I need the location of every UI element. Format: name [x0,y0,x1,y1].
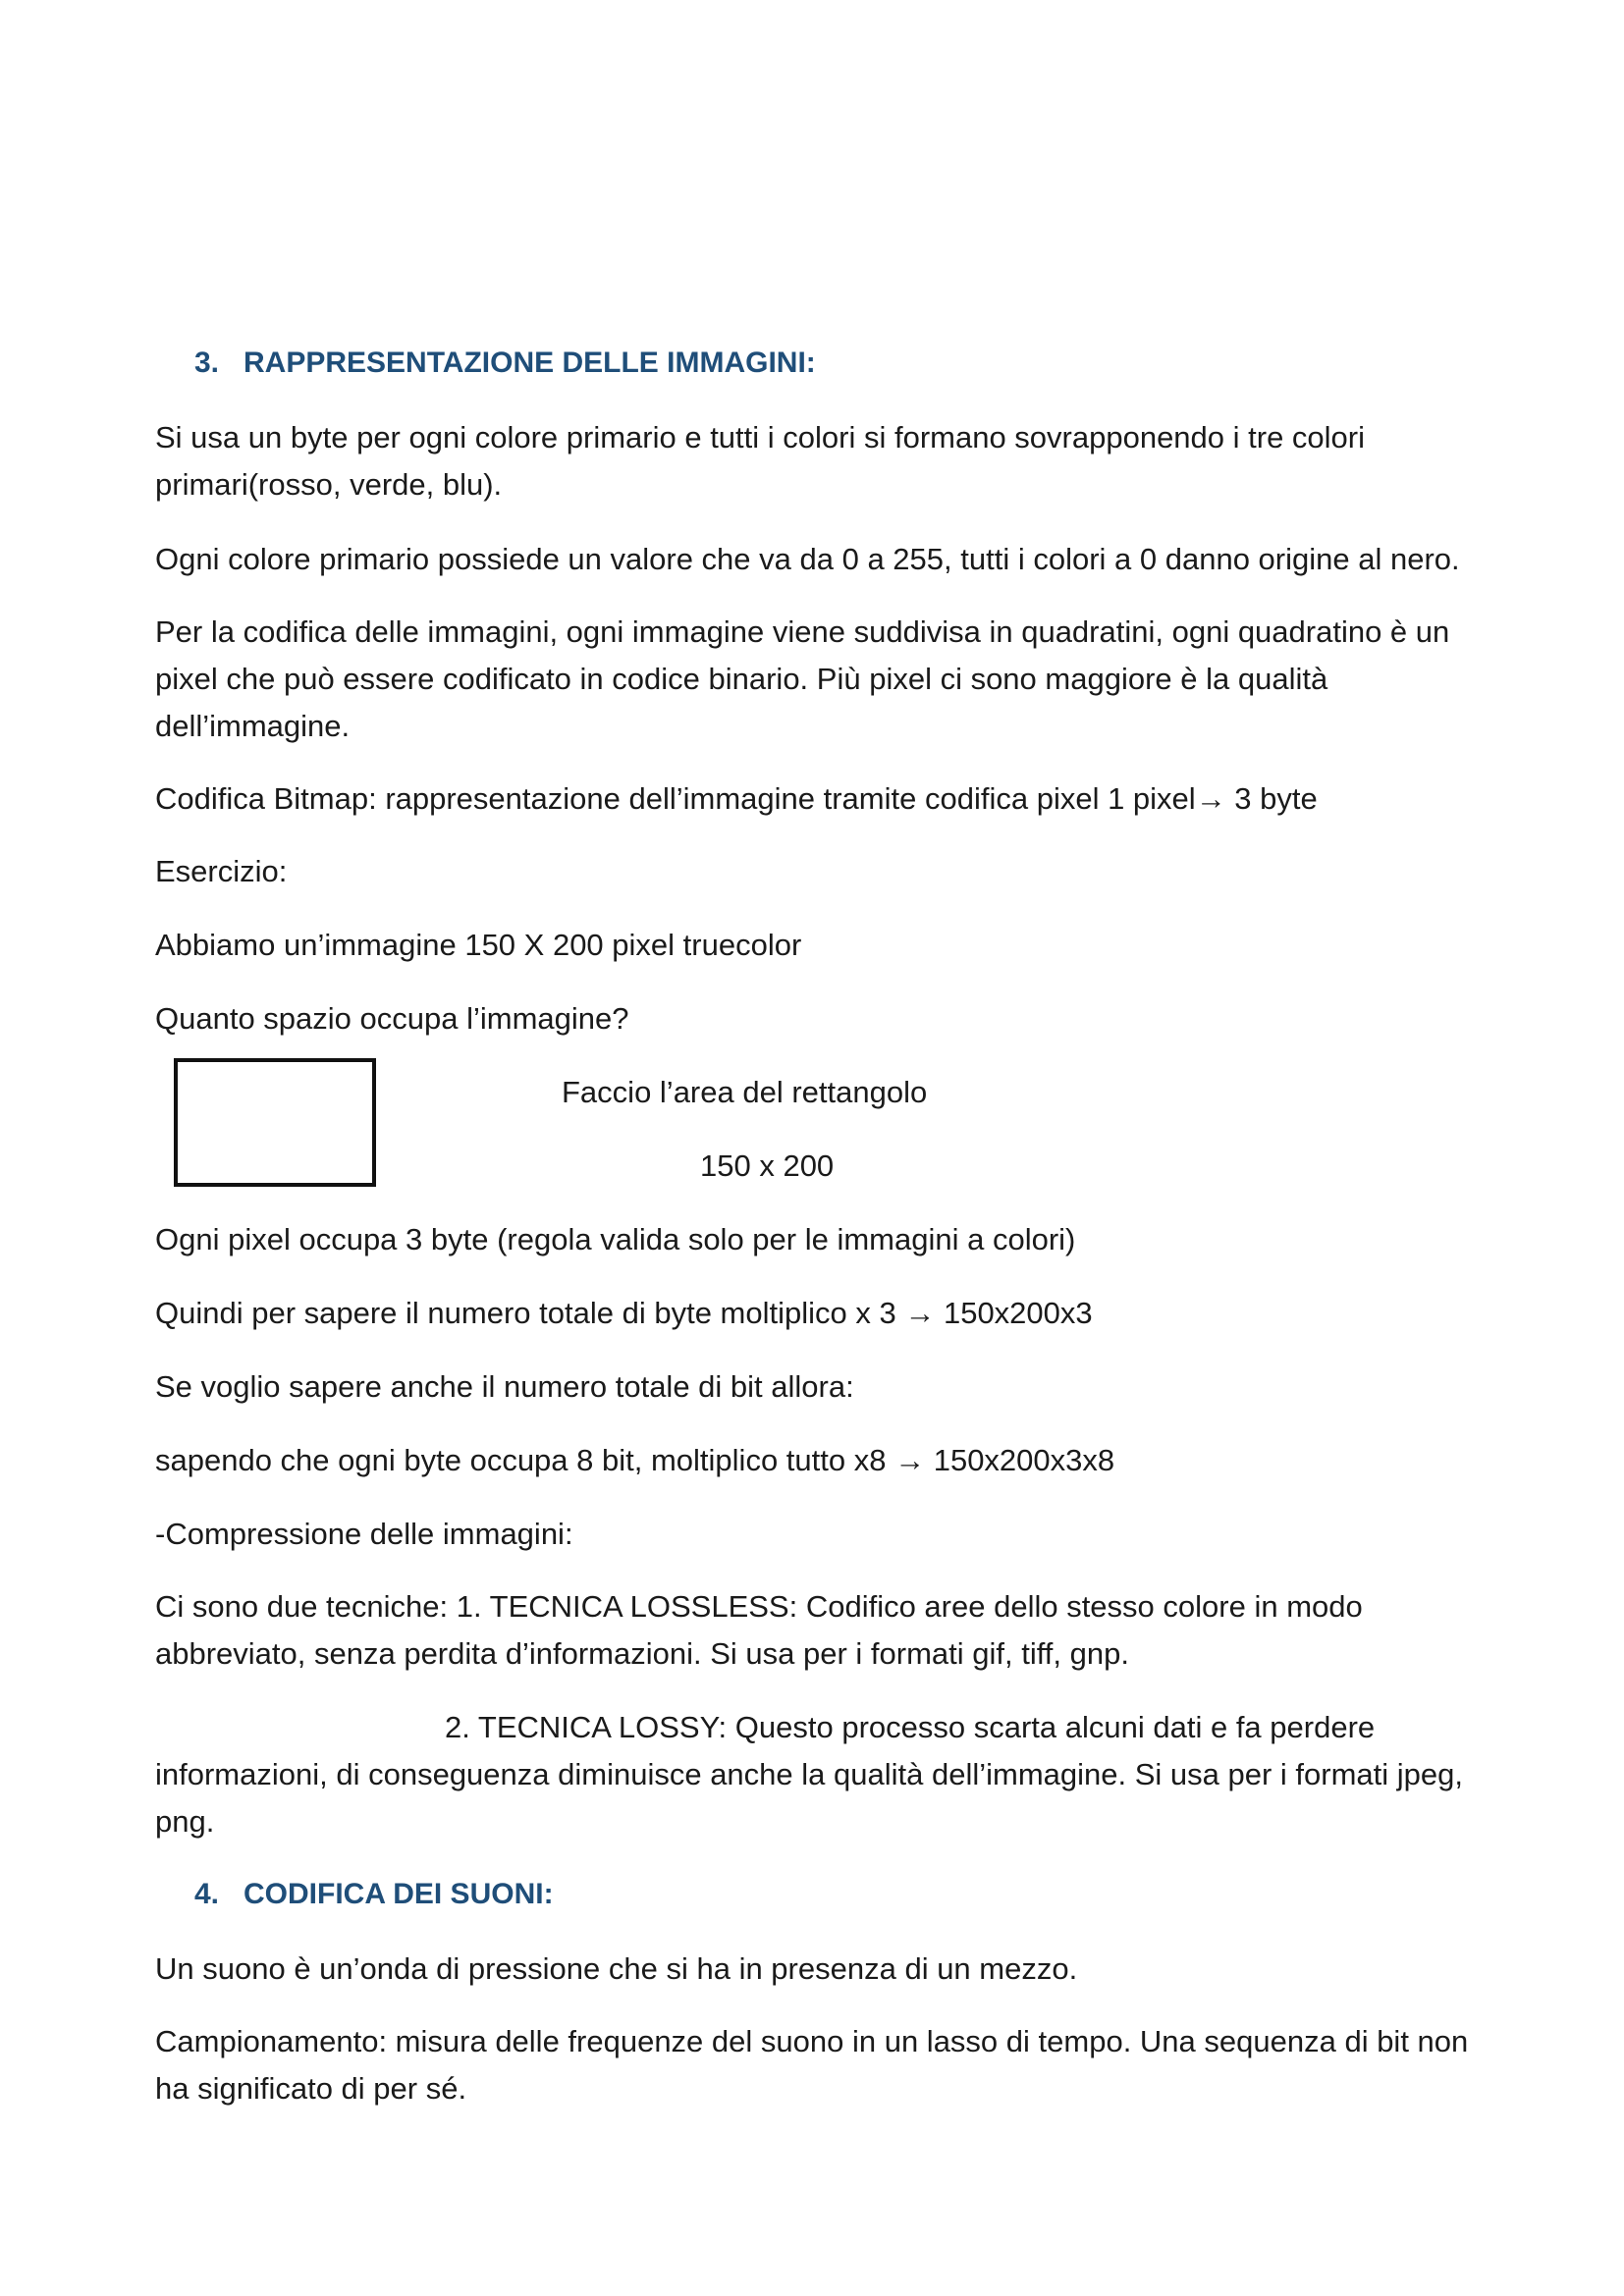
section-4-heading [194,1875,554,1914]
paragraph-color-values: Ogni colore primario possiede un valore che va da 0 a 255, tutti i colori a 0 danno origine al nero. [155,542,1460,576]
total-bytes-text: Quindi per sapere il numero totale di byte moltiplico x 3 [155,1296,905,1330]
total-bits-text: sapendo che ogni byte occupa 8 bit, moltiplico tutto x8 [155,1443,895,1477]
total-bytes-result: 150x200x3 [935,1296,1093,1330]
area-label: Faccio l’area del rettangolo [562,1075,928,1109]
area-value: 150 x 200 [700,1148,835,1183]
paragraph-image-encoding: Per la codifica delle immagini, ogni immagine viene suddivisa in quadratini, ogni quadratino è un pixel che può essere codificato in codice binario. Più pixel ci sono maggiore è la qualità dell’immagine. [155,614,1450,743]
paragraph-compression-heading: -Compressione delle immagini: [155,1517,573,1551]
paragraph-pixel-bytes: Ogni pixel occupa 3 byte (regola valida solo per le immagini a colori) [155,1222,1076,1256]
bitmap-result: 3 byte [1225,781,1318,816]
rectangle-figure [174,1058,376,1187]
paragraph-total-bytes [155,1290,1471,1337]
section-3-title: RAPPRESENTAZIONE DELLE IMMAGINI: [244,347,816,379]
paragraph-primary-colors: Si usa un byte per ogni colore primario e tutti i colori si formano sovrapponendo i tre colori primari(rosso, verde, blu). [155,420,1366,502]
lossy-first-line: 2. TECNICA LOSSY: Questo processo scarta alcuni dati e fa perdere [445,1710,1376,1744]
section-4-number: 4. [194,1878,220,1910]
paragraph-total-bits-intro: Se voglio sapere anche il numero totale di bit allora: [155,1369,854,1404]
paragraph-exercise-label: Esercizio: [155,854,288,888]
arrow-right-icon: → [904,1296,936,1330]
paragraph-total-bits [155,1437,1471,1484]
paragraph-exercise-question: Quanto spazio occupa l’immagine? [155,1001,629,1036]
paragraph-lossy: informazioni, di conseguenza diminuisce anche la qualità dell’immagine. Si usa per i formati jpeg, png. [155,1757,1463,1839]
paragraph-sampling: Campionamento: misura delle frequenze del suono in un lasso di tempo. Una sequenza di bit non ha significato di per sé. [155,2024,1469,2106]
arrow-right-icon: → [1195,781,1226,816]
paragraph-lossless: Ci sono due tecniche: 1. TECNICA LOSSLESS: Codifico aree dello stesso colore in modo abbreviato, senza perdita d’informazioni. Si usa per i formati gif, tiff, gnp. [155,1589,1363,1671]
section-3-heading [194,344,816,383]
paragraph-sound-wave: Un suono è un’onda di pressione che si ha in presenza di un mezzo. [155,1951,1078,1986]
arrow-right-icon: → [894,1443,926,1477]
bitmap-text: Codifica Bitmap: rappresentazione dell’immagine tramite codifica pixel 1 pixel [155,781,1196,816]
paragraph-bitmap [155,775,1471,823]
section-3-number: 3. [194,347,220,379]
paragraph-exercise-image: Abbiamo un’immagine 150 X 200 pixel truecolor [155,928,802,962]
total-bits-result: 150x200x3x8 [925,1443,1115,1477]
section-4-title: CODIFICA DEI SUONI: [244,1878,554,1910]
